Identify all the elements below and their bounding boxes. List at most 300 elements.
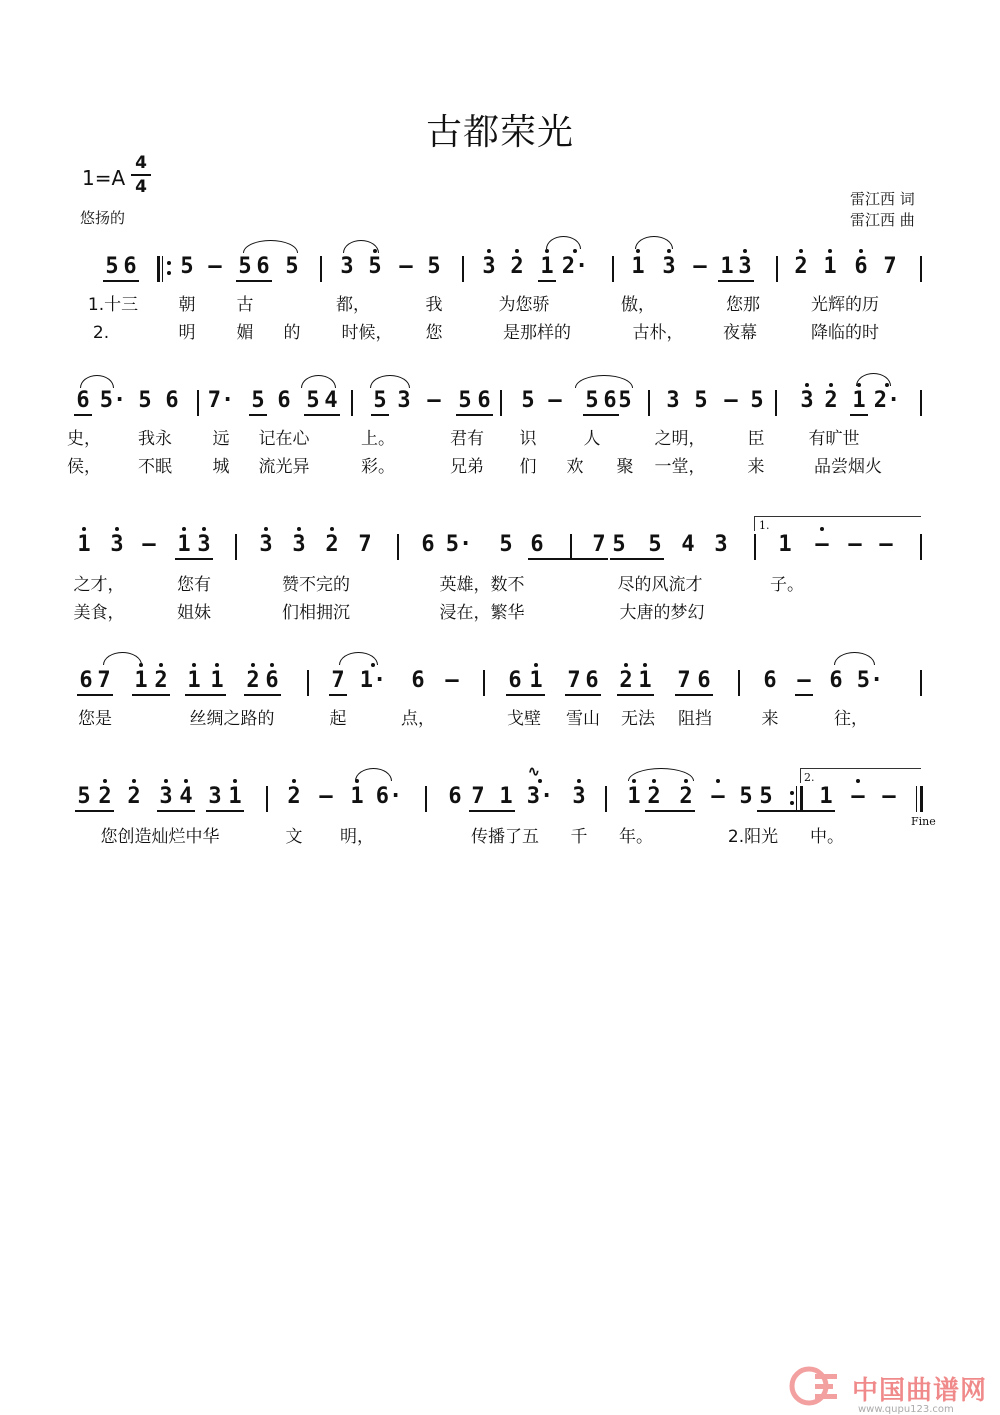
- note: 4: [179, 784, 193, 809]
- high-octave-dot: [82, 527, 86, 531]
- note: 1: [350, 784, 364, 809]
- high-octave-dot: [487, 249, 491, 253]
- note: –: [399, 254, 413, 279]
- note: 3: [208, 784, 222, 809]
- slur: [80, 375, 114, 388]
- lyric-line: 2.阳光: [727, 827, 779, 847]
- time-signature-numerator: 4: [135, 153, 147, 173]
- note: 5: [648, 532, 662, 557]
- note: –: [548, 388, 562, 413]
- high-octave-dot: [577, 779, 581, 783]
- high-octave-dot: [159, 663, 163, 667]
- note: 5: [759, 784, 773, 809]
- high-octave-dot: [182, 527, 186, 531]
- note: –: [797, 668, 811, 693]
- note: 2: [246, 668, 260, 693]
- lyric-verse2: 明: [178, 323, 196, 343]
- high-octave-dot: [184, 779, 188, 783]
- lyric-verse1: 都，: [336, 295, 370, 315]
- eighth-underline: [103, 280, 139, 282]
- barline: [605, 786, 607, 812]
- slur: [370, 375, 410, 388]
- note: 7: [567, 668, 581, 693]
- barline: [920, 534, 922, 560]
- note: 1: [852, 388, 866, 413]
- note: 7: [358, 532, 372, 557]
- lyric-verse1: 识: [519, 429, 537, 449]
- high-octave-dot: [643, 663, 647, 667]
- barline: [320, 256, 322, 282]
- note: 7: [97, 668, 111, 693]
- note: 6: [697, 668, 711, 693]
- note: 6: [585, 668, 599, 693]
- slur: [635, 236, 673, 249]
- lyric-line: 无法: [621, 709, 655, 729]
- note: 5: [138, 388, 152, 413]
- note: 3: [159, 784, 173, 809]
- note: 5: [618, 388, 632, 413]
- note: –: [319, 784, 333, 809]
- note: 7·: [207, 388, 235, 413]
- lyric-verse2: 欢: [566, 457, 584, 477]
- note: 3: [714, 532, 728, 557]
- note: 1: [529, 668, 543, 693]
- note: 5: [739, 784, 753, 809]
- note: 5: [77, 784, 91, 809]
- high-octave-dot: [859, 249, 863, 253]
- lyric-verse2: 的: [283, 323, 301, 343]
- note: 2: [127, 784, 141, 809]
- lyric-verse2: 是那样的: [503, 323, 571, 343]
- lyric-line: 传播了五: [471, 827, 539, 847]
- note: 4: [324, 388, 338, 413]
- eighth-underline: [718, 280, 754, 282]
- slur: [575, 375, 633, 388]
- repeat-barline: [162, 256, 163, 282]
- lyric-verse2: 媚: [236, 323, 254, 343]
- page-title: 古都荣光: [425, 112, 574, 153]
- note: 5: [750, 388, 764, 413]
- high-octave-dot: [132, 779, 136, 783]
- note: 6: [508, 668, 522, 693]
- lyric-verse2: 时候，: [341, 323, 393, 343]
- lyric-verse2: 古朴，: [632, 323, 684, 343]
- lyric-verse1: 子。: [770, 575, 804, 595]
- note: 6: [411, 668, 425, 693]
- lyric-verse1: 您那: [726, 295, 760, 315]
- note: 3: [197, 532, 211, 557]
- high-octave-dot: [805, 383, 809, 387]
- note: 3: [800, 388, 814, 413]
- note: 2: [510, 254, 524, 279]
- lyric-verse2: 品尝烟火: [814, 457, 882, 477]
- eighth-underline: [675, 694, 713, 696]
- note: –: [879, 532, 893, 557]
- repeat-dot: [167, 261, 171, 265]
- slur: [856, 373, 891, 386]
- lyric-verse1: 臣: [747, 429, 765, 449]
- note: 7: [471, 784, 485, 809]
- eighth-underline: [583, 414, 619, 416]
- note: 5: [499, 532, 513, 557]
- time-signature-denominator: 4: [135, 177, 147, 197]
- lyric-verse2: 一堂，: [654, 457, 706, 477]
- tempo-marking: 悠扬的: [80, 209, 126, 227]
- eighth-underline: [206, 810, 244, 812]
- barline: [920, 670, 922, 696]
- slur: [355, 768, 392, 781]
- barline: [920, 390, 922, 416]
- note: 2: [794, 254, 808, 279]
- high-octave-dot: [799, 249, 803, 253]
- watermark-text: 中国曲谱网: [852, 1376, 988, 1406]
- high-octave-dot: [264, 527, 268, 531]
- note: 7: [677, 668, 691, 693]
- barline: [754, 534, 756, 560]
- lyric-line: 起: [329, 709, 347, 729]
- note: 3: [572, 784, 586, 809]
- note: 2: [647, 784, 661, 809]
- lyric-verse2: 来: [747, 457, 765, 477]
- lyric-verse2: 姐妹: [177, 603, 211, 623]
- note: 1: [631, 254, 645, 279]
- lyric-verse2: 美食，: [73, 603, 125, 623]
- eighth-underline: [610, 558, 664, 560]
- lyric-verse2: 夜幕: [723, 323, 757, 343]
- note: –: [882, 784, 896, 809]
- eighth-underline: [77, 694, 113, 696]
- fine-marking: Fine: [911, 815, 936, 828]
- note: 2: [824, 388, 838, 413]
- slur: [103, 652, 142, 665]
- high-octave-dot: [292, 779, 296, 783]
- note: 4: [681, 532, 695, 557]
- eighth-underline: [617, 694, 654, 696]
- lyric-verse2: 们相拥沉: [282, 603, 350, 623]
- note: 2: [154, 668, 168, 693]
- lyric-line: 戈壁: [507, 709, 541, 729]
- lyric-line: 文: [285, 827, 303, 847]
- barline: [648, 390, 650, 416]
- repeat-barline: [800, 786, 803, 812]
- repeat-dot: [790, 801, 794, 805]
- barline: [570, 534, 572, 560]
- high-octave-dot: [829, 383, 833, 387]
- note: 6: [79, 668, 93, 693]
- barline: [351, 390, 353, 416]
- repeat-barline: [796, 786, 797, 812]
- key-signature: 1=A: [82, 166, 126, 190]
- slur: [243, 240, 298, 253]
- note: 7: [883, 254, 897, 279]
- volta-number: 2.: [804, 771, 815, 784]
- note: –: [711, 784, 725, 809]
- note: 2: [98, 784, 112, 809]
- eighth-underline: [506, 694, 545, 696]
- eighth-underline: [850, 414, 868, 416]
- note: 2: [679, 784, 693, 809]
- lyric-verse2: 流光异: [258, 457, 310, 477]
- high-octave-dot: [330, 527, 334, 531]
- note: 6: [265, 668, 279, 693]
- lyric-verse1: 上。: [361, 429, 395, 449]
- repeat-dot: [167, 271, 171, 275]
- watermark-url: www.qupu123.com: [858, 1404, 954, 1415]
- lyric-line: 您创造灿烂中华: [100, 827, 220, 847]
- high-octave-dot: [743, 249, 747, 253]
- high-octave-dot: [716, 779, 720, 783]
- high-octave-dot: [115, 527, 119, 531]
- lyric-verse1: 您有: [177, 575, 211, 595]
- lyric-verse2: 侯，: [67, 457, 101, 477]
- lyric-verse1: 之明，: [654, 429, 706, 449]
- eighth-underline: [304, 414, 340, 416]
- note: 5: [521, 388, 535, 413]
- barline: [483, 670, 485, 696]
- composer-credit: 雷江西 曲: [850, 211, 915, 229]
- note: 2: [325, 532, 339, 557]
- note: 5: [285, 254, 299, 279]
- lyric-line: 雪山: [566, 709, 600, 729]
- note: 3: [738, 254, 752, 279]
- note: 5: [306, 388, 320, 413]
- repeat-barline: [157, 256, 160, 282]
- lyric-line: 丝绸之路的: [189, 709, 275, 729]
- high-octave-dot: [164, 779, 168, 783]
- lyric-verse1: 之才，: [73, 575, 125, 595]
- note: 3: [259, 532, 273, 557]
- mordent-icon: ∿: [528, 764, 540, 780]
- barline: [307, 670, 309, 696]
- note: 3: [666, 388, 680, 413]
- eighth-underline: [795, 694, 813, 696]
- note: 1: [134, 668, 148, 693]
- note: 6: [448, 784, 462, 809]
- high-octave-dot: [233, 779, 237, 783]
- note: 1: [627, 784, 641, 809]
- barline: [462, 256, 464, 282]
- lyric-line: 往，: [834, 709, 868, 729]
- watermark-logo-icon: [789, 1366, 849, 1406]
- note: 1: [499, 784, 513, 809]
- lyric-verse2: 降临的时: [811, 323, 879, 343]
- note: 7: [592, 532, 606, 557]
- note: 5: [612, 532, 626, 557]
- note: –: [848, 532, 862, 557]
- eighth-underline: [74, 414, 92, 416]
- note: 3: [292, 532, 306, 557]
- note: 3·: [526, 784, 554, 809]
- eighth-underline: [175, 558, 213, 560]
- note: 6: [76, 388, 90, 413]
- note: 5: [368, 254, 382, 279]
- note: 3: [110, 532, 124, 557]
- barline: [775, 390, 777, 416]
- lyric-verse1: 古: [236, 295, 254, 315]
- volta-bracket: [800, 768, 921, 783]
- note: 5: [238, 254, 252, 279]
- barline: [776, 256, 778, 282]
- barline: [235, 534, 237, 560]
- eighth-underline: [456, 414, 493, 416]
- note: –: [693, 254, 707, 279]
- slur: [834, 652, 875, 665]
- high-octave-dot: [202, 527, 206, 531]
- note: 2: [287, 784, 301, 809]
- note: 3: [662, 254, 676, 279]
- volta-number: 1.: [759, 519, 770, 532]
- high-octave-dot: [103, 779, 107, 783]
- note: 2: [619, 668, 633, 693]
- lyric-verse2: 城: [212, 457, 230, 477]
- lyric-verse2: 彩。: [361, 457, 395, 477]
- note: 5: [180, 254, 194, 279]
- note: 1: [210, 668, 224, 693]
- note: 6: [165, 388, 179, 413]
- barline: [500, 390, 502, 416]
- note: –: [142, 532, 156, 557]
- slur: [339, 652, 378, 665]
- note: 3: [340, 254, 354, 279]
- lyric-verse1: 尽的风流才: [617, 575, 703, 595]
- lyric-verse2: 不眠: [138, 457, 172, 477]
- eighth-underline: [645, 810, 695, 812]
- note: 1·: [359, 668, 387, 693]
- note: 5: [105, 254, 119, 279]
- lyric-verse1: 人: [583, 429, 601, 449]
- eighth-underline: [469, 810, 515, 812]
- final-barline: [920, 786, 923, 812]
- note: –: [427, 388, 441, 413]
- high-octave-dot: [624, 663, 628, 667]
- note: 5·: [856, 668, 884, 693]
- lyric-verse1: 我永: [138, 429, 172, 449]
- note: –: [208, 254, 222, 279]
- high-octave-dot: [515, 249, 519, 253]
- lyric-verse1: 有旷世: [808, 429, 860, 449]
- note: 1: [77, 532, 91, 557]
- lyric-verse1: 朝: [178, 295, 196, 315]
- lyric-line: 千: [570, 827, 588, 847]
- lyric-verse2: 们: [519, 457, 537, 477]
- lyric-verse1: 英雄，数不: [439, 575, 525, 595]
- eighth-underline: [538, 280, 556, 282]
- lyric-verse2: 兄弟: [450, 457, 484, 477]
- high-octave-dot: [828, 249, 832, 253]
- lyric-verse2: 聚: [616, 457, 634, 477]
- eighth-underline: [185, 694, 226, 696]
- lyric-verse2: 大唐的梦幻: [619, 603, 705, 623]
- note: 6: [421, 532, 435, 557]
- high-octave-dot: [251, 663, 255, 667]
- note: 5: [694, 388, 708, 413]
- note: 6: [854, 254, 868, 279]
- eighth-underline: [528, 558, 608, 560]
- note: 6·: [375, 784, 403, 809]
- lyric-verse1: 傲，: [621, 295, 655, 315]
- eighth-underline: [244, 694, 281, 696]
- high-octave-dot: [270, 663, 274, 667]
- eighth-underline: [75, 810, 114, 812]
- eighth-underline: [157, 810, 195, 812]
- note: 6: [123, 254, 137, 279]
- note: 5: [427, 254, 441, 279]
- lyric-verse1: 为您骄: [498, 295, 550, 315]
- lyric-verse1: 我: [425, 295, 443, 315]
- barline: [612, 256, 614, 282]
- eighth-underline: [329, 694, 347, 696]
- slur: [301, 375, 336, 388]
- high-octave-dot: [545, 249, 549, 253]
- note: 6: [277, 388, 291, 413]
- lyric-line: 年。: [619, 827, 653, 847]
- time-signature-line: [131, 174, 151, 176]
- note: 1: [638, 668, 652, 693]
- lyric-verse1: 光辉的历: [811, 295, 879, 315]
- lyric-verse2: 2.: [92, 323, 110, 343]
- note: 6: [477, 388, 491, 413]
- barline: [197, 390, 199, 416]
- note: 6: [603, 388, 617, 413]
- final-barline: [916, 786, 917, 812]
- lyric-verse1: 君有: [450, 429, 484, 449]
- lyric-verse1: 记在心: [258, 429, 310, 449]
- note: 5: [251, 388, 265, 413]
- high-octave-dot: [297, 527, 301, 531]
- note: 2·: [561, 254, 589, 279]
- note: 6: [256, 254, 270, 279]
- lyricist-credit: 雷江西 词: [850, 190, 915, 208]
- note: 1: [720, 254, 734, 279]
- lyric-verse2: 浸在，繁华: [439, 603, 525, 623]
- lyric-line: 来: [761, 709, 779, 729]
- note: 1: [540, 254, 554, 279]
- note: 2·: [873, 388, 901, 413]
- eighth-underline: [565, 694, 601, 696]
- note: 6: [763, 668, 777, 693]
- note: 6: [829, 668, 843, 693]
- lyric-line: 中。: [810, 827, 844, 847]
- lyric-line: 点，: [401, 709, 435, 729]
- note: –: [445, 668, 459, 693]
- note: 1: [187, 668, 201, 693]
- high-octave-dot: [636, 249, 640, 253]
- high-octave-dot: [192, 663, 196, 667]
- note: 5: [458, 388, 472, 413]
- eighth-underline: [371, 414, 389, 416]
- note: 1: [819, 784, 833, 809]
- note: 3: [397, 388, 411, 413]
- note: –: [724, 388, 738, 413]
- lyric-verse1: 史，: [67, 429, 101, 449]
- note: 1: [228, 784, 242, 809]
- note: 7: [331, 668, 345, 693]
- note: 5: [373, 388, 387, 413]
- barline: [738, 670, 740, 696]
- slur: [628, 768, 694, 781]
- high-octave-dot: [534, 663, 538, 667]
- volta-bracket: [754, 516, 921, 531]
- slur: [546, 236, 581, 249]
- barline: [266, 786, 268, 812]
- note: 1: [778, 532, 792, 557]
- barline: [920, 256, 922, 282]
- note: 1: [177, 532, 191, 557]
- note: 3: [482, 254, 496, 279]
- barline: [425, 786, 427, 812]
- note: 5: [585, 388, 599, 413]
- high-octave-dot: [215, 663, 219, 667]
